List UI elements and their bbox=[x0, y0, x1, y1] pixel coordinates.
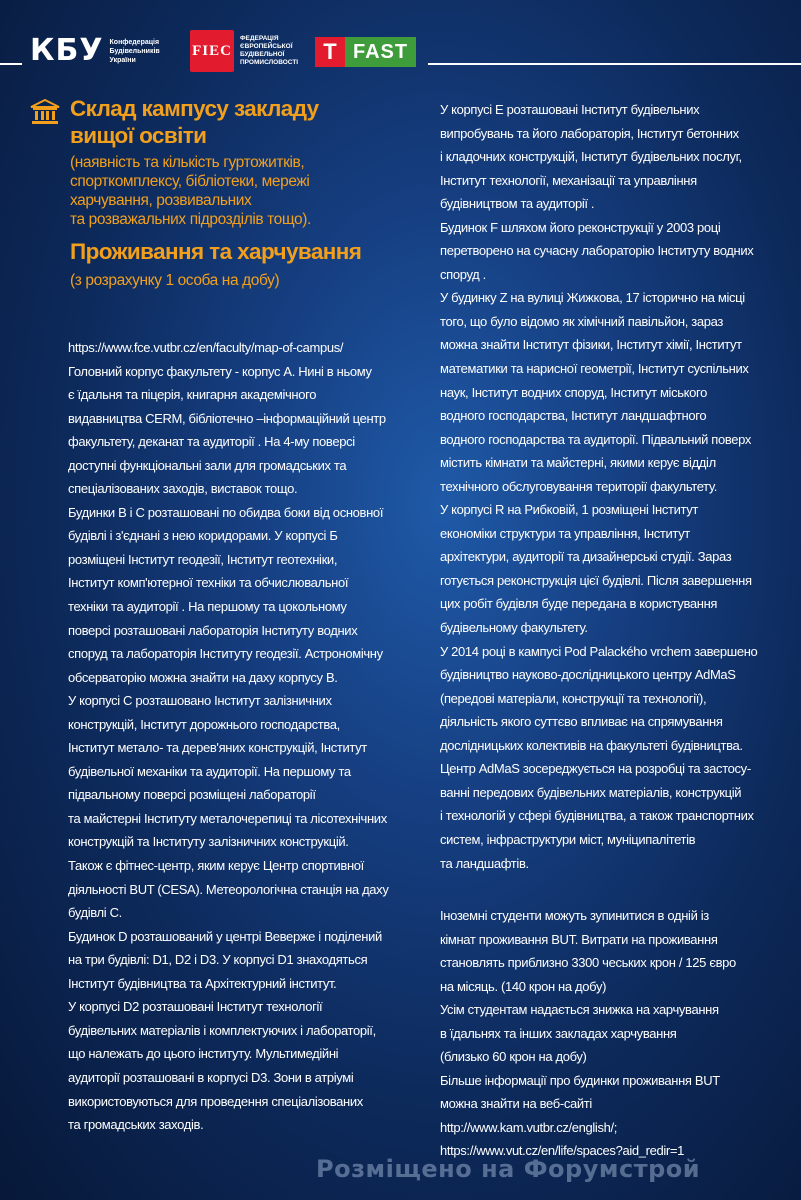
text-line: будівельної механіки та аудиторії. На першому та bbox=[68, 763, 351, 779]
text-line: видавництва CERM, бібліотечно –інформаційний центр bbox=[68, 410, 386, 426]
header bbox=[0, 0, 801, 100]
text-line: (передові матеріали, конструкції та технології), bbox=[440, 690, 707, 706]
accommodation-info bbox=[440, 904, 780, 1163]
text-line: У будинку Z на вулиці Жижкова, 17 історично на місці bbox=[440, 290, 745, 306]
fast-logo-word: FAST bbox=[345, 37, 416, 67]
text-line: Будинок F шляхом його реконструкції у 2003 році bbox=[440, 219, 721, 235]
text-line: містить кімнати та майстерні, якими керує відділ bbox=[440, 455, 716, 471]
text-line: У корпусі D2 розташовані Інститут технології bbox=[68, 999, 323, 1015]
text-line: можна знайти Інститут фізики, Інститут хімії, Інститут bbox=[440, 337, 742, 353]
text-line: будівлі С. bbox=[68, 905, 122, 921]
text-line: діяльності BUT (CESA). Метеорологічна станція на даху bbox=[68, 881, 389, 897]
section-subheading: (з розрахунку 1 особа на добу) bbox=[70, 272, 280, 289]
watermark: Розміщено на Форумстрой bbox=[316, 1155, 701, 1183]
text-line: на місяць. (140 крон на добу) bbox=[440, 978, 607, 994]
text-line: наук, Інститут водних споруд, Інститут міського bbox=[440, 384, 707, 400]
text-line: економіки структури та управління, Інститут bbox=[440, 525, 690, 541]
text-line: випробувань та його лабораторія, Інститут бетонних bbox=[440, 125, 739, 141]
text-line: аудиторії розташовані в корпусі D3. Зони в атріумі bbox=[68, 1069, 354, 1085]
fast-logo bbox=[315, 37, 416, 67]
subtitle-line: (наявність та кількість гуртожитків, bbox=[70, 154, 305, 171]
kbu-logo-subtitle: Конфедерація Будівельників України bbox=[109, 38, 160, 64]
title-line: вищої освіти bbox=[70, 123, 207, 148]
text-line: будівлі і з'єднані з нею коридорами. У корпусі Б bbox=[68, 528, 338, 544]
text-line: перетворено на сучасну лабораторію Інституту водних bbox=[440, 243, 754, 259]
text-line: будівельному факультету. bbox=[440, 620, 588, 636]
left-column-text bbox=[68, 336, 408, 1137]
text-line: У корпусі E розташовані Інститут будівельних bbox=[440, 102, 700, 117]
text-line: конструкцій та Інституту залізничних конструкцій. bbox=[68, 834, 349, 850]
text-line: Будинки B і C розташовані по обидва боки від основної bbox=[68, 504, 384, 520]
text-line: У 2014 році в кампусі Pod Palackého vrchem завершено bbox=[440, 643, 758, 659]
text-line: У корпусі С розташовано Інститут залізничних bbox=[68, 693, 332, 709]
page-subtitle bbox=[70, 153, 361, 229]
text-line: поверсі розташовані лабораторія Інституту водних bbox=[68, 622, 358, 638]
text-line: математики та нарисної геометрії, Інститут суспільних bbox=[440, 361, 749, 377]
text-line: розміщені Інститут геодезії, Інститут геотехніки, bbox=[68, 551, 338, 567]
text-line: цих робіт будівля буде передана в користування bbox=[440, 596, 718, 612]
fast-logo-t: T bbox=[315, 37, 345, 67]
text-line: Інститут будівництва та Архітектурний інститут. bbox=[68, 975, 337, 991]
text-line: систем, інфраструктури міст, муніципалітетів bbox=[440, 831, 696, 847]
text-line: https://www.vut.cz/en/life/spaces?aid_redir=1 bbox=[440, 1143, 685, 1159]
text-line: можна знайти на веб-сайті bbox=[440, 1096, 592, 1112]
text-line: спеціалізованих заходів, виставок тощо. bbox=[68, 481, 298, 497]
text-line: і кладочних конструкцій, Інститут будівельних послуг, bbox=[440, 149, 742, 165]
text-line: будівельних матеріалів і комплектуючих і лабораторії, bbox=[68, 1022, 376, 1038]
text-line: є їдальня та піцерія, книгарня академічного bbox=[68, 387, 317, 403]
text-line: водного господарства та аудиторії. Підвальний поверх bbox=[440, 431, 752, 447]
subtitle-line: харчування, розвивальних bbox=[70, 192, 252, 209]
text-line: будівництвом та аудиторії . bbox=[440, 196, 595, 212]
fiec-logo bbox=[190, 30, 330, 72]
text-line: Інститут метало- та дерев'яних конструкцій, Інститут bbox=[68, 740, 367, 756]
text-line: та майстерні Інституту металочерепиці та лісотехнічних bbox=[68, 810, 387, 826]
text-line: будівництво науково-дослідницького центру AdMaS bbox=[440, 667, 736, 683]
text-line: факультету, деканат та аудиторії . На 4-му поверсі bbox=[68, 434, 355, 450]
text-line: архітектури, аудиторії та дизайнерські студії. Зараз bbox=[440, 549, 732, 565]
fiec-logo-subtitle: ФЕДЕРАЦІЯ ЄВРОПЕЙСЬКОЇ БУДІВЕЛЬНОЇ ПРОМИСЛОВОСТІ bbox=[240, 35, 299, 66]
text-line: кімнат проживання BUT. Витрати на проживання bbox=[440, 931, 718, 947]
section-heading: Проживання та харчування bbox=[70, 239, 362, 264]
page-title bbox=[70, 95, 361, 149]
header-line-left bbox=[0, 63, 22, 65]
header-line-right bbox=[428, 63, 801, 65]
text-line: діяльність якого суттєво впливає на спрямування bbox=[440, 714, 723, 730]
text-line: технічного обслуговування території факультету. bbox=[440, 478, 718, 494]
text-line: (близько 60 крон на добу) bbox=[440, 1049, 587, 1065]
text-line: http://www.kam.vutbr.cz/english/; bbox=[440, 1119, 618, 1135]
text-line: в їдальнях та інших закладах харчування bbox=[440, 1025, 677, 1041]
right-column-text bbox=[440, 98, 780, 875]
kbu-logo bbox=[30, 33, 190, 68]
text-line: на три будівлі: D1, D2 і D3. У корпусі D1 знаходяться bbox=[68, 952, 368, 968]
title-line: Склад кампусу закладу bbox=[70, 96, 319, 121]
text-line: Також є фітнес-центр, яким керує Центр спортивної bbox=[68, 858, 364, 874]
subtitle-line: спорткомплексу, бібліотеки, мережі bbox=[70, 173, 310, 190]
text-line: У корпусі R на Рибковій, 1 розміщені Інститут bbox=[440, 502, 699, 518]
text-line: та громадських заходів. bbox=[68, 1117, 204, 1133]
text-line: Інститут комп'ютерної техніки та обчислювальної bbox=[68, 575, 349, 591]
text-line: Іноземні студенти можуть зупинитися в одній із bbox=[440, 908, 709, 923]
building-icon bbox=[30, 99, 60, 125]
text-line: техніки та аудиторії . На першому та цокольному bbox=[68, 599, 347, 615]
text-line: обсерваторію можна знайти на даху корпусу B. bbox=[68, 669, 338, 685]
text-line: Головний корпус факультету - корпус А. Нині в ньому bbox=[68, 363, 372, 379]
text-line: водного господарства, Інститут ландшафтного bbox=[440, 408, 707, 424]
kbu-logo-mark: КБУ bbox=[30, 33, 104, 68]
text-line: Більше інформації про будинки проживання BUT bbox=[440, 1072, 720, 1088]
text-line: Будинок D розташований у центрі Веверже і поділений bbox=[68, 928, 382, 944]
text-line: підвальному поверсі розміщені лабораторії bbox=[68, 787, 316, 803]
text-line: конструкцій, Інститут дорожнього господарства, bbox=[68, 716, 340, 732]
text-line: що належать до цього інституту. Мультимедійні bbox=[68, 1046, 339, 1062]
text-line: та ландшафтів. bbox=[440, 855, 529, 871]
text-line: споруд . bbox=[440, 266, 486, 282]
text-line: готується реконструкція цієї будівлі. Після завершення bbox=[440, 572, 752, 588]
text-line: становлять приблизно 3300 чеських крон / 125 євро bbox=[440, 955, 736, 971]
text-line: того, що було відомо як хімічний павільйон, зараз bbox=[440, 313, 723, 329]
subtitle-line: та розважальних підрозділів тощо). bbox=[70, 211, 311, 228]
text-line: дослідницьких колективів на факультеті будівництва. bbox=[440, 737, 743, 753]
fiec-logo-mark: FIEC bbox=[190, 30, 234, 72]
text-line: https://www.fce.vutbr.cz/en/faculty/map-of-campus/ bbox=[68, 340, 344, 355]
text-line: використовуються для проведення спеціалізованих bbox=[68, 1093, 363, 1109]
section-header bbox=[30, 95, 410, 290]
text-line: споруд та лабораторія Інституту геодезії. Астрономічну bbox=[68, 646, 383, 662]
text-line: і технологій у сфері будівництва, а також транспортних bbox=[440, 808, 754, 824]
text-line: доступні функціональні зали для громадських та bbox=[68, 457, 347, 473]
text-line: ванні передових будівельних матеріалів, конструкцій bbox=[440, 784, 742, 800]
text-line: Інститут технології, механізації та управління bbox=[440, 172, 697, 188]
text-line: Усім студентам надається знижка на харчування bbox=[440, 1002, 719, 1018]
text-line: Центр AdMaS зосереджується на розробці та застосу- bbox=[440, 761, 751, 777]
